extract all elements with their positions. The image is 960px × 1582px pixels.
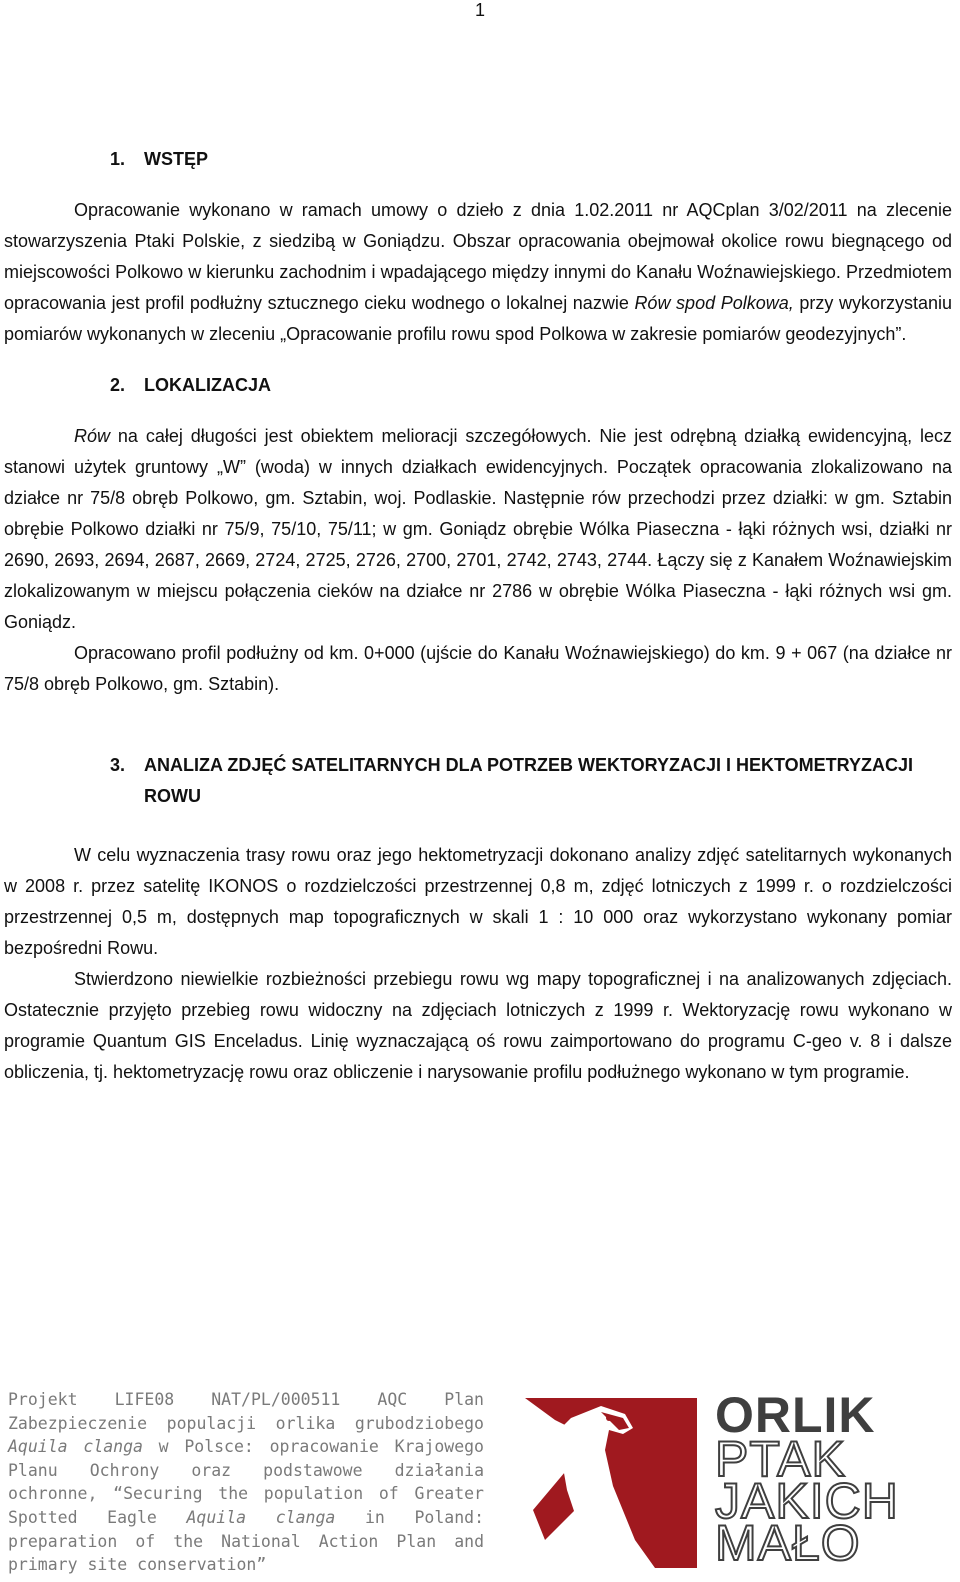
paragraph-vectorization: Stwierdzono niewielkie rozbieżności przebiegu rowu wg mapy topograficznej i na analizowanych zdjęciach. Ostatecznie przyjęto przebieg rowu widoczny na zdjęciach lotniczych z 1999 r. Wektoryzację rowu wykonano w programie Quantum GIS Enceladus. Linię wyznaczającą oś rowu zaimportowano do programu C-geo v. 8 i dalsze obliczenia, tj. hektometryzację rowu oraz obliczenie i narysowanie profilu podłużnego wykonano w tym programie. [4, 969, 952, 1082]
document-body [4, 140, 952, 1088]
section-title: ANALIZA ZDJĘĆ SATELITARNYCH DLA POTRZEB WEKTORYZACJI I HEKTOMETRYZACJI ROWU [144, 755, 914, 806]
project-description: Projekt LIFE08 NAT/PL/000511 AQC Plan Zabezpieczenie populacji orlika grubodziobego Aquila clanga w Polsce: opracowanie Krajowego Planu Ochrony oraz podstawowe działania ochronne, “Securing the population of Greater Spotted Eagle Aquila clanga in Poland: preparation of the National Action Plan and primary site conservation” [8, 1390, 485, 1575]
logo-line-malo: MAŁO [715, 1515, 861, 1571]
river-name-italic: Rów spod Polkowa, [634, 293, 794, 313]
section-heading-wstep [110, 144, 952, 175]
paragraph-location: Rów na całej długości jest obiektem melioracji szczegółowych. Nie jest odrębną działką ewidencyjną, lecz stanowi użytek gruntowy „W” (woda) w innych działkach ewidencyjnych. Początek opracowania zlokalizowano na działce nr 75/8 obręb Polkowo, gm. Sztabin, woj. Podlaskie. Następnie rów przechodzi przez działki: w gm. Sztabin obrębie Polkowo działki nr 75/9, 75/10, 75/11; w gm. Goniądz obrębie Wólka Piaseczna - łąki różnych wsi, działki nr 2690, 2693, 2694, 2687, 2669, 2724, 2725, 2726, 2700, 2701, 2742, 2743, 2744. Łączy się z Kanałem Woźnawiejskim zlokalizowanym w miejscu połączenia cieków na działce nr 2786 w obrębie Wólka Piaseczna - łąki różnych wsi gm. Goniądz. [4, 426, 952, 632]
paragraph-intro: Opracowanie wykonano w ramach umowy o dzieło z dnia 1.02.2011 nr AQCplan 3/02/2011 na zlecenie stowarzyszenia Ptaki Polskie, z siedzibą w Goniądzu. Obszar opracowania obejmował okolice rowu biegnącego od miejscowości Polkowo w kierunku zachodnim i wpadającego między innymi do Kanału Woźnawiejskiego. Przedmiotem opracowania jest profil podłużny sztucznego cieku wodnego o lokalnej nazwie Rów spod Polkowa, przy wykorzystaniu pomiarów wykonanych w zleceniu „Opracowanie profilu rowu spod Polkowa w zakresie pomiarów geodezyjnych”. [4, 200, 952, 344]
logo-wordmark [715, 1387, 955, 1571]
logo-line-ptak: PTAK [715, 1431, 846, 1487]
section-heading-lokalizacja [110, 370, 952, 401]
section-number: 2. [110, 375, 126, 395]
logo-line-jakich: JAKICH [715, 1473, 899, 1529]
paragraph-profile-range: Opracowano profil podłużny od km. 0+000 (ujście do Kanału Woźnawiejskiego) do km. 9 + 067 (na działce nr 75/8 obręb Polkowo, gm. Sztabin). [4, 643, 952, 694]
orlik-logo [505, 1387, 955, 1571]
section-title: WSTĘP [144, 149, 209, 169]
section-title: LOKALIZACJA [144, 375, 271, 395]
footer [0, 1388, 960, 1578]
section-number: 1. [110, 149, 126, 169]
paragraph-analysis: W celu wyznaczenia trasy rowu oraz jego hektometryzacji dokonano analizy zdjęć satelitarnych wykonanych w 2008 r. przez satelitę IKONOS o rozdzielczości przestrzennej 0,8 m, zdjęć lotniczych z 1999 r. o rozdzielczości przestrzennej 0,5 m, dostępnych map topograficznych w skali 1 : 10 000 oraz wykorzystano wykonany pomiar bezpośredni Rowu. [4, 845, 952, 958]
logo-line-orlik: ORLIK [715, 1387, 876, 1443]
page-number: 1 [474, 0, 485, 20]
section-heading-analiza [110, 750, 952, 812]
eagle-silhouette-icon [505, 1390, 715, 1570]
section-number: 3. [110, 755, 126, 775]
